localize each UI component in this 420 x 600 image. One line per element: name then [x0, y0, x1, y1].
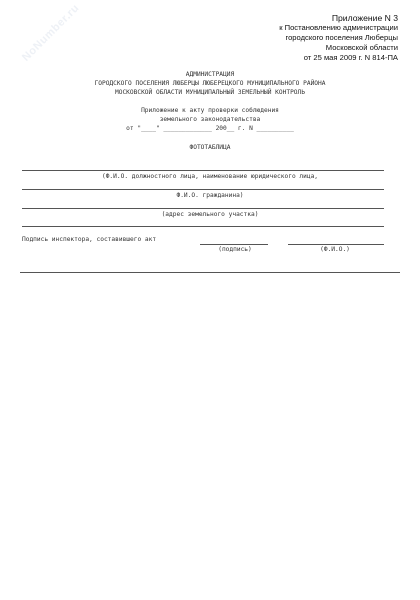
- name-line: [288, 244, 384, 245]
- field-line-citizen: [22, 189, 384, 190]
- attachment-date-line: от "____" _____________ 200__ г. N __________: [126, 125, 294, 132]
- field-line-extra: [22, 226, 384, 227]
- signature-label: Подпись инспектора, составившего акт: [22, 236, 157, 243]
- official-caption: (Ф.И.О. должностного лица, наименование юридического лица,: [101, 173, 319, 180]
- signature-line: [200, 244, 268, 245]
- appendix-block: [158, 13, 398, 63]
- appendix-line: от 25 мая 2009 г. N 814-ПА: [303, 53, 398, 62]
- appendix-line: к Постановлению администрации: [279, 23, 398, 32]
- name-caption: (Ф.И.О.): [320, 246, 350, 253]
- signature-caption: (подпись): [218, 246, 252, 253]
- authority-line: МОСКОВСКОЙ ОБЛАСТИ МУНИЦИПАЛЬНЫЙ ЗЕМЕЛЬНЫЙ КОНТРОЛЬ: [115, 89, 305, 96]
- attachment-line: Приложение к акту проверки соблюдения: [141, 107, 279, 114]
- authority-line: ГОРОДСКОГО ПОСЕЛЕНИЯ ЛЮБЕРЦЫ ЛЮБЕРЕЦКОГО МУНИЦИПАЛЬНОГО РАЙОНА: [94, 80, 326, 87]
- watermark: NoNumber.ru: [20, 2, 82, 64]
- address-caption: (адрес земельного участка): [161, 211, 259, 218]
- attachment-line: земельного законодательства: [159, 116, 261, 123]
- field-line-official: [22, 170, 384, 171]
- document-title: ФОТОТАБЛИЦА: [189, 144, 231, 151]
- appendix-title: Приложение N 3: [331, 13, 398, 23]
- citizen-caption: Ф.И.О. гражданина): [176, 192, 244, 199]
- section-divider: [20, 272, 400, 273]
- appendix-line: городского поселения Люберцы: [285, 33, 398, 42]
- appendix-line: Московской области: [325, 43, 398, 52]
- field-line-address: [22, 208, 384, 209]
- authority-line: АДМИНИСТРАЦИЯ: [185, 71, 235, 78]
